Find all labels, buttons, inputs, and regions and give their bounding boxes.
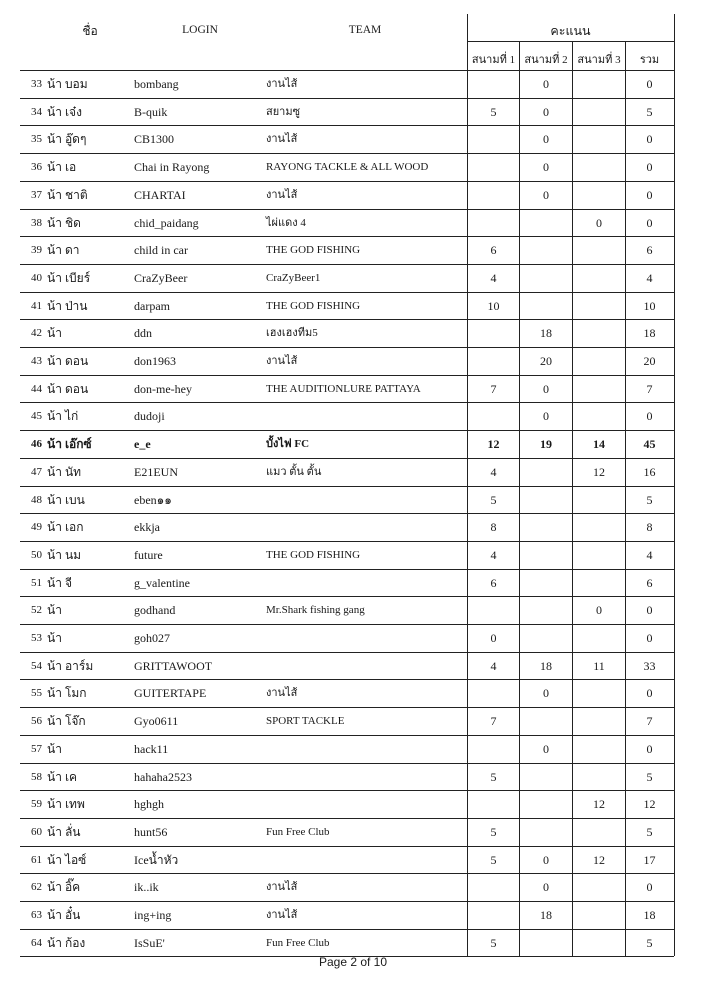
header-login: LOGIN (182, 24, 218, 36)
cell-rank: 47 (31, 465, 42, 478)
grid-line (20, 264, 674, 265)
cell-login: GRITTAWOOT (134, 658, 213, 673)
cell-total: 0 (646, 77, 653, 91)
cell-rank: 51 (31, 576, 42, 589)
cell-rank: 35 (31, 133, 42, 146)
cell-login: g_valentine (134, 575, 190, 590)
grid-line (20, 153, 674, 154)
grid-line (20, 375, 674, 376)
cell-name: น้า อิ๊ค (47, 880, 81, 895)
cell-team: THE GOD FISHING (266, 548, 361, 561)
cell-s2: 0 (543, 187, 549, 202)
cell-team: Mr.Shark fishing gang (266, 604, 365, 617)
cell-rank: 34 (31, 105, 42, 118)
cell-s1: 4 (490, 547, 497, 562)
cell-total: 0 (646, 741, 653, 756)
cell-login: hahaha2523 (134, 769, 192, 784)
cell-total: 0 (646, 160, 653, 175)
cell-name: น้า ไก่ (47, 409, 79, 424)
cell-login: darpam (134, 298, 170, 313)
cell-total: 18 (643, 908, 656, 922)
cell-s2: 0 (543, 686, 549, 701)
cell-s2: 0 (543, 409, 549, 424)
grid-line (20, 901, 674, 902)
cell-rank: 57 (31, 742, 42, 755)
cell-login: E21EUN (134, 464, 178, 479)
cell-s1: 5 (490, 769, 497, 784)
cell-name: น้า (47, 603, 62, 618)
grid-line (20, 679, 674, 680)
cell-name: น้า จี (47, 575, 72, 590)
grid-line (20, 430, 674, 431)
grid-line (20, 652, 674, 653)
cell-rank: 41 (31, 299, 42, 312)
cell-total: 0 (646, 686, 653, 701)
cell-name: น้า เทพ (47, 797, 85, 812)
cell-team: งานไส้ (266, 133, 298, 146)
cell-name: น้า โจ๊ก (47, 714, 86, 729)
header-total: รวม (639, 54, 660, 66)
cell-login: hghgh (134, 797, 164, 812)
cell-name: น้า อาร์ม (47, 658, 94, 673)
cell-name: น้า อั๋น (47, 908, 81, 922)
cell-total: 12 (643, 797, 656, 812)
cell-team: ไผ่แดง 4 (266, 216, 306, 229)
cell-team: THE GOD FISHING (266, 299, 361, 312)
cell-s1: 6 (490, 243, 497, 258)
cell-total: 33 (643, 658, 656, 673)
cell-team: บั้งไฟ FC (266, 438, 310, 451)
cell-s1: 7 (490, 381, 497, 396)
cell-s1: 5 (490, 935, 497, 950)
cell-login: Iceน้ำหัว (134, 852, 179, 867)
cell-login: CraZyBeer (134, 270, 188, 285)
cell-s2: 18 (540, 326, 552, 341)
cell-total: 10 (643, 298, 656, 313)
cell-name: น้า เอ๊กซ์ (47, 437, 92, 452)
cell-rank: 38 (31, 216, 42, 229)
cell-total: 5 (646, 492, 653, 507)
cell-total: 45 (643, 437, 656, 452)
grid-line (20, 929, 674, 930)
cell-name: น้า โมก (47, 686, 87, 701)
grid-line (20, 98, 674, 99)
cell-rank: 54 (31, 659, 42, 672)
cell-name: น้า ไอซ์ (47, 852, 87, 867)
cell-total: 16 (643, 464, 656, 479)
cell-rank: 59 (31, 798, 42, 811)
cell-total: 5 (646, 935, 653, 950)
cell-name: น้า ดอน (47, 381, 89, 396)
header-team: TEAM (348, 24, 382, 36)
grid-line (20, 763, 674, 764)
cell-team: THE AUDITIONLURE PATTAYA (266, 382, 421, 395)
cell-s3: 14 (593, 437, 605, 452)
cell-total: 0 (646, 132, 653, 147)
grid-line (20, 486, 674, 487)
cell-name: น้า ก้อง (47, 935, 86, 950)
grid-line (20, 402, 674, 403)
cell-name: น้า เบียร์ (47, 270, 91, 285)
cell-team: งานไส้ (266, 78, 298, 90)
cell-total: 5 (646, 769, 653, 784)
cell-rank: 62 (31, 881, 42, 894)
grid-line (674, 14, 675, 956)
grid-line (20, 873, 674, 874)
cell-login: chid_paidang (134, 215, 199, 230)
cell-login: child in car (134, 243, 188, 258)
cell-rank: 60 (31, 825, 42, 838)
cell-name: น้า นม (47, 547, 82, 562)
cell-s1: 7 (490, 714, 497, 729)
cell-rank: 42 (31, 327, 42, 340)
grid-line (20, 541, 674, 542)
cell-rank: 43 (31, 355, 42, 367)
cell-login: don-me-hey (134, 381, 192, 396)
grid-line (20, 846, 674, 847)
grid-line (20, 596, 674, 597)
grid-line (20, 70, 674, 71)
cell-rank: 36 (31, 161, 42, 174)
cell-name: น้า เจ๋ง (47, 104, 82, 119)
grid-line (20, 735, 674, 736)
grid-line (20, 292, 674, 293)
page-footer: Page 2 of 10 (318, 955, 388, 969)
cell-total: 4 (646, 270, 653, 285)
cell-team: งานไส้ (266, 909, 298, 921)
cell-login: godhand (134, 603, 176, 618)
cell-name: น้า นัท (47, 464, 82, 479)
cell-rank: 58 (31, 770, 42, 783)
grid-line (20, 319, 674, 320)
cell-login: IsSuE' (134, 935, 165, 950)
cell-s2: 18 (540, 908, 552, 922)
cell-total: 0 (646, 215, 653, 230)
cell-team: Fun Free Club (266, 936, 330, 949)
cell-total: 7 (646, 381, 653, 396)
cell-team: CraZyBeer1 (266, 271, 321, 284)
cell-team: SPORT TACKLE (266, 715, 345, 728)
cell-login: hunt56 (134, 824, 168, 839)
cell-login: hack11 (134, 741, 169, 756)
header-score: คะแนน (550, 24, 591, 38)
grid-line (20, 790, 674, 791)
cell-total: 5 (646, 824, 653, 839)
grid-line (20, 624, 674, 625)
cell-total: 20 (643, 354, 656, 368)
cell-team: งานไส้ (266, 687, 298, 700)
cell-s2: 20 (540, 354, 552, 368)
cell-login: Chai in Rayong (134, 160, 210, 175)
cell-name: น้า ชาติ (47, 187, 88, 202)
cell-s1: 4 (490, 270, 497, 285)
header-stage3: สนามที่ 3 (577, 54, 621, 66)
header-name: ชื่อ (82, 24, 98, 38)
cell-s3: 11 (593, 658, 605, 673)
grid-line (467, 41, 674, 42)
cell-rank: 63 (31, 909, 42, 921)
cell-rank: 44 (31, 382, 42, 395)
cell-rank: 56 (31, 715, 42, 728)
cell-rank: 46 (31, 438, 42, 451)
cell-team: งานไส้ (266, 881, 298, 894)
cell-login: future (134, 547, 163, 562)
cell-s1: 6 (490, 575, 497, 590)
cell-s1: 5 (490, 824, 497, 839)
cell-name: น้า (47, 631, 62, 645)
cell-s2: 0 (543, 852, 549, 867)
cell-name: น้า ลั่น (47, 824, 81, 839)
cell-s2: 0 (543, 381, 549, 396)
cell-rank: 37 (31, 188, 42, 201)
cell-s3: 12 (593, 852, 605, 867)
cell-rank: 39 (31, 244, 42, 257)
cell-s1: 12 (487, 437, 500, 452)
cell-name: น้า บอม (47, 77, 88, 91)
cell-team: THE GOD FISHING (266, 244, 361, 257)
cell-name: น้า เอก (47, 520, 84, 535)
cell-total: 6 (646, 575, 653, 590)
cell-rank: 55 (31, 687, 42, 700)
cell-s1: 5 (490, 852, 497, 867)
cell-name: น้า เค (47, 769, 78, 784)
grid-line (20, 209, 674, 210)
cell-s3: 12 (593, 464, 605, 479)
cell-rank: 64 (31, 936, 42, 949)
cell-s1: 5 (490, 492, 497, 507)
cell-rank: 33 (31, 78, 42, 90)
cell-s2: 0 (543, 880, 549, 895)
cell-s2: 0 (543, 160, 549, 175)
grid-line (572, 41, 573, 956)
cell-login: goh027 (134, 631, 170, 645)
cell-total: 0 (646, 880, 653, 895)
cell-rank: 45 (31, 410, 42, 423)
cell-total: 7 (646, 714, 653, 729)
cell-login: GUITERTAPE (134, 686, 207, 701)
cell-team: สยามซู (266, 105, 301, 118)
cell-team: งานไส้ (266, 188, 298, 201)
grid-line (20, 181, 674, 182)
grid-line (20, 513, 674, 514)
cell-team: Fun Free Club (266, 825, 330, 838)
cell-team: งานไส้ (266, 355, 298, 367)
cell-login: dudoji (134, 409, 165, 424)
cell-total: 8 (646, 520, 653, 535)
cell-s3: 0 (596, 603, 602, 618)
cell-rank: 52 (31, 604, 42, 617)
grid-line (20, 236, 674, 237)
cell-login: CB1300 (134, 132, 175, 147)
cell-rank: 49 (31, 521, 42, 534)
cell-total: 0 (646, 631, 653, 645)
cell-rank: 40 (31, 271, 42, 284)
cell-s2: 18 (540, 658, 552, 673)
cell-total: 0 (646, 603, 653, 618)
cell-login: ddn (134, 326, 152, 341)
cell-login: ik..ik (134, 880, 159, 895)
cell-s1: 0 (490, 631, 497, 645)
cell-name: น้า ชิด (47, 215, 81, 230)
grid-line (20, 818, 674, 819)
grid-line (20, 458, 674, 459)
cell-total: 0 (646, 187, 653, 202)
grid-line (20, 347, 674, 348)
cell-s1: 10 (487, 298, 500, 313)
cell-total: 17 (643, 852, 656, 867)
cell-name: น้า อู๊ดๆ (47, 132, 87, 147)
cell-s1: 4 (490, 658, 497, 673)
cell-s3: 12 (593, 797, 605, 812)
cell-login: eben๑๑ (134, 492, 172, 507)
cell-s2: 0 (543, 741, 549, 756)
cell-login: B-quik (134, 104, 168, 119)
grid-line (20, 707, 674, 708)
cell-login: Gyo0611 (134, 714, 179, 729)
cell-rank: 50 (31, 548, 42, 561)
cell-team: RAYONG TACKLE & ALL WOOD (266, 161, 429, 174)
header-stage1: สนามที่ 1 (471, 54, 516, 66)
cell-total: 18 (643, 326, 656, 341)
grid-line (20, 125, 674, 126)
cell-rank: 53 (31, 632, 42, 644)
cell-s1: 5 (490, 104, 497, 119)
cell-s2: 0 (543, 132, 549, 147)
grid-line (467, 14, 468, 956)
cell-s2: 0 (543, 77, 549, 91)
cell-name: น้า ป่าน (47, 298, 88, 313)
cell-name: น้า (47, 741, 62, 756)
cell-s1: 4 (490, 464, 497, 479)
cell-name: น้า เอ (47, 160, 77, 175)
grid-line (519, 41, 520, 956)
cell-name: น้า เบน (47, 492, 85, 507)
cell-total: 0 (646, 409, 653, 424)
cell-s1: 8 (490, 520, 497, 535)
cell-login: e_e (134, 437, 151, 452)
cell-rank: 48 (31, 493, 42, 506)
cell-team: แมว ตั้น ตั้น (266, 465, 322, 478)
header-stage2: สนามที่ 2 (524, 54, 568, 66)
cell-team: เฮงเฮงทีม5 (266, 327, 318, 340)
cell-login: ekkja (134, 520, 160, 535)
cell-s3: 0 (596, 215, 602, 230)
cell-total: 6 (646, 243, 653, 258)
cell-total: 4 (646, 547, 653, 562)
cell-login: ing+ing (134, 908, 172, 922)
cell-s2: 19 (540, 437, 552, 452)
cell-login: bombang (134, 77, 179, 91)
cell-name: น้า ดอน (47, 354, 89, 368)
cell-total: 5 (646, 104, 653, 119)
cell-rank: 61 (31, 853, 42, 866)
cell-name: น้า ดา (47, 243, 80, 258)
cell-login: CHARTAI (134, 187, 186, 202)
cell-s2: 0 (543, 104, 549, 119)
cell-login: don1963 (134, 354, 176, 368)
cell-name: น้า (47, 326, 62, 341)
grid-line (20, 569, 674, 570)
